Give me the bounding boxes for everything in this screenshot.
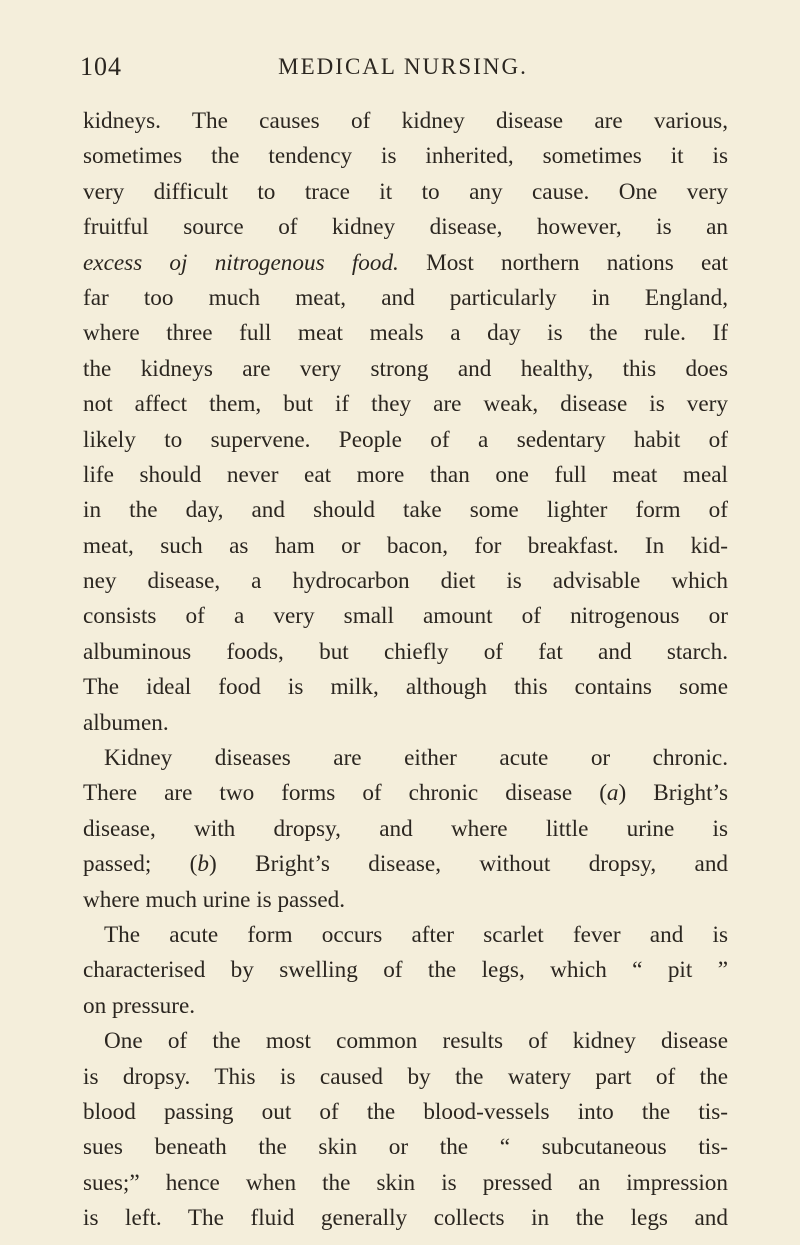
page-header — [80, 52, 726, 86]
text-line: ney disease, a hydrocarbon diet is advisable which — [83, 568, 728, 595]
text-line: The ideal food is milk, although this contains some — [83, 674, 728, 701]
text-line: far too much meat, and particularly in England, — [83, 284, 728, 311]
text-line: likely to supervene. People of a sedentary habit of — [83, 426, 728, 453]
text-line: very difficult to trace it to any cause. One very — [83, 178, 728, 205]
text-fragment: There are two forms of chronic disease ( — [83, 780, 607, 807]
text-line: The acute form occurs after scarlet fever and is — [104, 921, 728, 948]
text-line: albumen. — [83, 709, 169, 736]
italic-letter: a — [606, 780, 619, 807]
running-head: MEDICAL NURSING. — [278, 54, 528, 79]
text-line: on pressure. — [83, 992, 196, 1019]
text-fragment: passed; ( — [83, 851, 198, 878]
text-line: meat, such as ham or bacon, for breakfast. In kid- — [83, 532, 728, 559]
body-text — [83, 104, 728, 1237]
text-line: is left. The fluid generally collects in the legs and — [83, 1205, 728, 1232]
text-fragment: ) Bright’s — [618, 780, 728, 807]
text-line: disease, with dropsy, and where little urine is — [83, 815, 728, 842]
text-line: sues;” hence when the skin is pressed an impression — [83, 1169, 728, 1196]
text-line: is dropsy. This is caused by the watery part of the — [83, 1063, 728, 1090]
text-line — [83, 847, 728, 882]
text-line: characterised by swelling of the legs, which “ pit ” — [83, 957, 728, 984]
text-line — [83, 246, 728, 281]
text-line: Kidney diseases are either acute or chronic. — [104, 745, 728, 772]
text-line: sues beneath the skin or the “ subcutaneous tis- — [83, 1134, 728, 1161]
text-fragment: Most northern nations eat — [398, 249, 728, 276]
page-number: 104 — [80, 52, 122, 81]
text-line: sometimes the tendency is inherited, sometimes it is — [83, 143, 728, 170]
text-fragment: ) Bright’s disease, without dropsy, and — [209, 851, 729, 878]
text-line: blood passing out of the blood-vessels into the tis- — [83, 1098, 728, 1125]
text-line: the kidneys are very strong and healthy, this does — [83, 355, 728, 382]
text-line: albuminous foods, but chiefly of fat and starch. — [83, 638, 728, 665]
italic-letter: b — [197, 851, 209, 878]
italic-phrase: excess oj nitrogenous food. — [83, 249, 399, 276]
text-line: in the day, and should take some lighter form of — [83, 497, 728, 524]
text-line: One of the most common results of kidney disease — [104, 1028, 728, 1055]
text-line: consists of a very small amount of nitrogenous or — [83, 603, 728, 630]
text-line: not affect them, but if they are weak, disease is very — [83, 391, 728, 418]
text-line — [83, 776, 728, 811]
text-line: where much urine is passed. — [83, 886, 346, 913]
text-line: kidneys. The causes of kidney disease are various, — [83, 108, 728, 134]
text-line: where three full meat meals a day is the rule. If — [83, 320, 728, 347]
text-line: life should never eat more than one full meat meal — [83, 461, 728, 488]
text-line: fruitful source of kidney disease, however, is an — [83, 214, 728, 241]
